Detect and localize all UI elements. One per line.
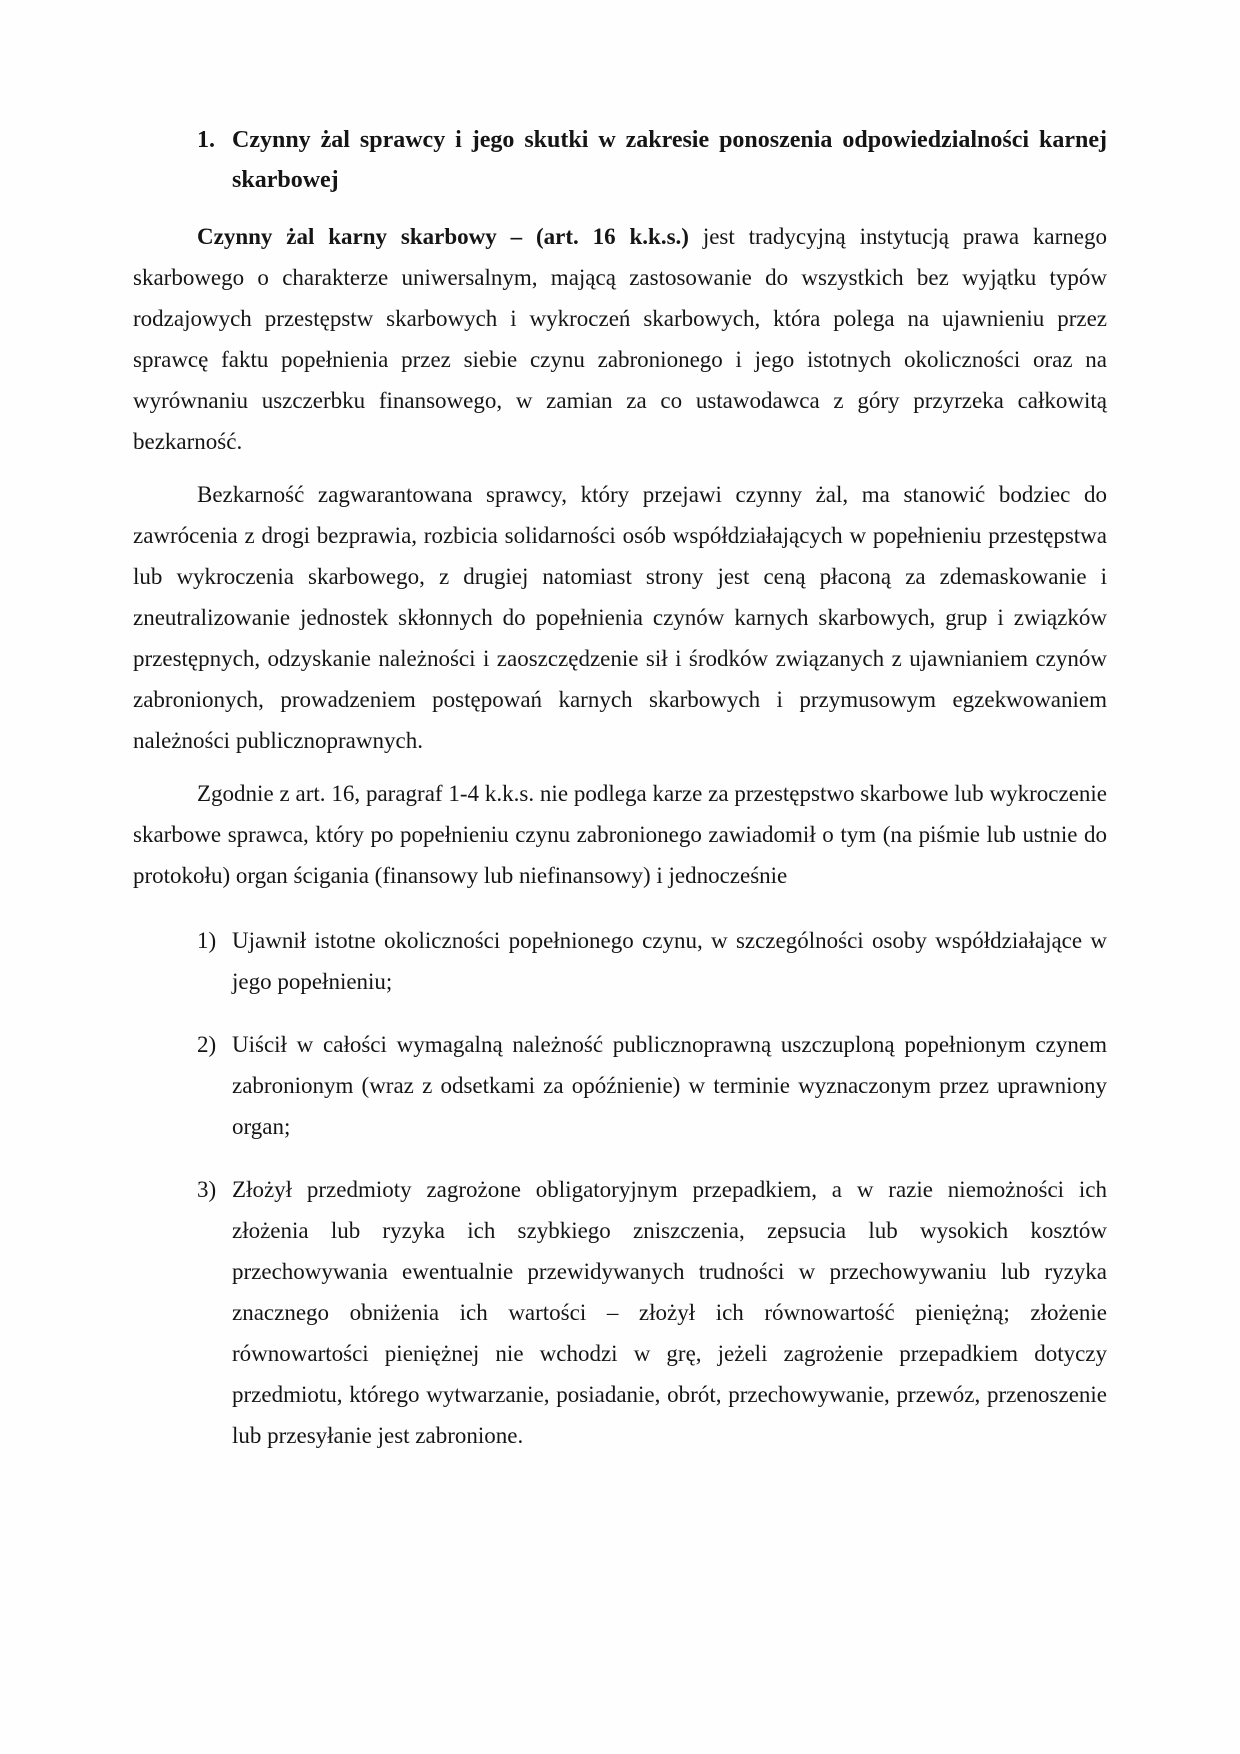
list-item-3 — [197, 1169, 1107, 1456]
list-item-2 — [197, 1024, 1107, 1147]
paragraph-definition — [133, 216, 1107, 462]
heading-number: 1. — [197, 127, 215, 153]
list-item-1-text: Ujawnił istotne okoliczności popełnionego czynu, w szczególności osoby współdziałające w jego popełnieniu; — [232, 928, 1107, 994]
list-item-2-text: Uiścił w całości wymagalną należność publicznoprawną uszczuploną popełnionym czynem zabronionym (wraz z odsetkami za opóźnienie) w terminie wyznaczonym przez uprawniony organ; — [232, 1032, 1107, 1139]
section-heading — [197, 120, 1107, 200]
list-item-1-number: 1) — [197, 928, 217, 953]
paragraph-zgodnie-art16: Zgodnie z art. 16, paragraf 1-4 k.k.s. nie podlega karze za przestępstwo skarbowe lub wykroczenie skarbowe sprawca, który po popełnieniu czynu zabronionego zawiadomił o tym (na piśmie lub ustnie do protokołu) organ ścigania (finansowy lub niefinansowy) i jednocześnie — [133, 781, 1107, 888]
heading-text: Czynny żal sprawcy i jego skutki w zakresie ponoszenia odpowiedzialności karnej skarbowej — [232, 127, 1107, 193]
list-item-1 — [197, 920, 1107, 1002]
paragraph-definition-body: jest tradycyjną instytucją prawa karnego skarbowego o charakterze uniwersalnym, mającą zastosowanie do wszystkich bez wyjątku typów rodzajowych przestępstw skarbowych i wykroczeń skarbowych, która polega na ujawnieniu przez sprawcę faktu popełnienia przez siebie czynu zabronionego i jego istotnych okoliczności oraz na wyrównaniu uszczerbku finansowego, w zamian za co ustawodawca z góry przyrzeka całkowitą bezkarność. — [133, 224, 1107, 454]
list-item-3-number: 3) — [197, 1177, 217, 1202]
list-item-3-text: Złożył przedmioty zagrożone obligatoryjnym przepadkiem, a w razie niemożności ich złożenia lub ryzyka ich szybkiego zniszczenia, zepsucia lub wysokich kosztów przechowywania ewentualnie przewidywanych trudności w przechowywaniu lub ryzyka znacznego obniżenia ich wartości – złożył ich równowartość pieniężną; złożenie równowartości pieniężnej nie wchodzi w grę, jeżeli zagrożenie przepadkiem dotyczy przedmiotu, którego wytwarzanie, posiadanie, obrót, przechowywanie, przewóz, przenoszenie lub przesyłanie jest zabronione. — [232, 1177, 1107, 1448]
paragraph-bezkarnosc: Bezkarność zagwarantowana sprawcy, który przejawi czynny żal, ma stanowić bodziec do zawrócenia z drogi bezprawia, rozbicia solidarności osób współdziałających w popełnieniu przestępstwa lub wykroczenia skarbowego, z drugiej natomiast strony jest ceną płaconą za zdemaskowanie i zneutralizowanie jednostek skłonnych do popełnienia czynów karnych skarbowych, grup i związków przestępnych, odzyskanie należności i zaoszczędzenie sił i środków związanych z ujawnianiem czynów zabronionych, prowadzeniem postępowań karnych skarbowych i przymusowym egzekwowaniem należności publicznoprawnych. — [133, 482, 1107, 753]
paragraph-definition-lead: Czynny żal karny skarbowy – (art. 16 k.k.s.) — [197, 224, 689, 249]
conditions-list — [133, 920, 1107, 1456]
list-item-2-number: 2) — [197, 1032, 217, 1057]
